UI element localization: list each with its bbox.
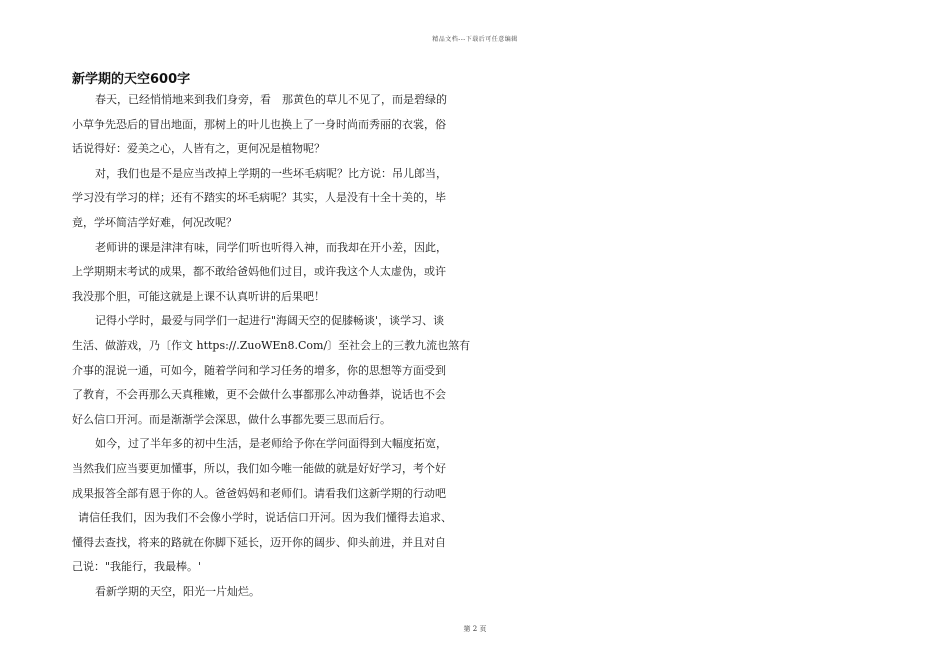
body-text-line: 话说得好：爱美之心，人皆有之，更何况是植物呢？ xyxy=(72,142,325,156)
body-text-line: 成果报答全部有恩于你的人。爸爸妈妈和老师们。请看我们这新学期的行动吧 xyxy=(72,486,446,500)
document-title: 新学期的天空600字 xyxy=(72,72,191,87)
body-text-line: 己说："我能行，我最棒。' xyxy=(72,560,202,574)
body-text-line: 看新学期的天空，阳光一片灿烂。 xyxy=(95,584,260,598)
body-text-line: 学习没有学习的样；还有不踏实的坏毛病呢？其实，人是没有十全十美的，毕 xyxy=(72,191,446,205)
body-text-line: 好么信口开河。而是渐渐学会深思，做什么事都先要三思而后行。 xyxy=(72,412,391,426)
page-header: 精品文档---下载后可任意编辑 xyxy=(432,36,518,43)
body-text-line: 懂得去查找，将来的路就在你脚下延长，迈开你的阔步、仰头前进，并且对自 xyxy=(72,535,446,549)
body-text-line: 介事的混说一通，可如今，随着学问和学习任务的增多，你的思想等方面受到 xyxy=(72,363,446,377)
body-text-line: 我没那个胆，可能这就是上课不认真听讲的后果吧！ xyxy=(72,289,325,303)
body-text-line: 生活、做游戏，乃〔作文 https://.ZuoWEn8.Com/〕至社会上的三教九流也煞有 xyxy=(72,338,471,352)
body-text-line: 当然我们应当要更加懂事，所以，我们如今唯一能做的就是好好学习，考个好 xyxy=(72,461,446,475)
body-text-line: 记得小学时，最爱与同学们一起进行"海阔天空的促膝畅谈'，谈学习、谈 xyxy=(95,314,445,328)
body-text-line: 上学期期末考试的成果，都不敢给爸妈他们过目，或许我这个人太虚伪，或许 xyxy=(72,265,446,279)
page-number: 第 2 页 xyxy=(463,625,487,633)
body-text-line: 了教育，不会再那么天真稚嫩，更不会做什么事都那么冲动鲁莽，说话也不会 xyxy=(72,388,446,402)
body-text-line: 小草争先恐后的冒出地面，那树上的叶儿也换上了一身时尚而秀丽的衣裳，俗 xyxy=(72,117,446,131)
body-text-line: 老师讲的课是津津有味，同学们听也听得入神，而我却在开小差，因此， xyxy=(95,240,447,254)
body-text-line: 竟，学坏简洁学好难，何况改呢？ xyxy=(72,215,237,229)
body-text-line: 春天，已经悄悄地来到我们身旁，看 那黄色的草儿不见了，而是碧绿的 xyxy=(95,93,447,106)
body-text-line: 如今，过了半年多的初中生活，是老师给予你在学问面得到大幅度拓宽， xyxy=(95,437,447,451)
body-text-line: 请信任我们，因为我们不会像小学时，说话信口开河。因为我们懂得去追求、 xyxy=(78,511,452,525)
body-text-line: 对，我们也是不是应当改掉上学期的一些坏毛病呢？比方说：吊儿郎当， xyxy=(95,166,447,180)
document-body xyxy=(72,88,471,604)
